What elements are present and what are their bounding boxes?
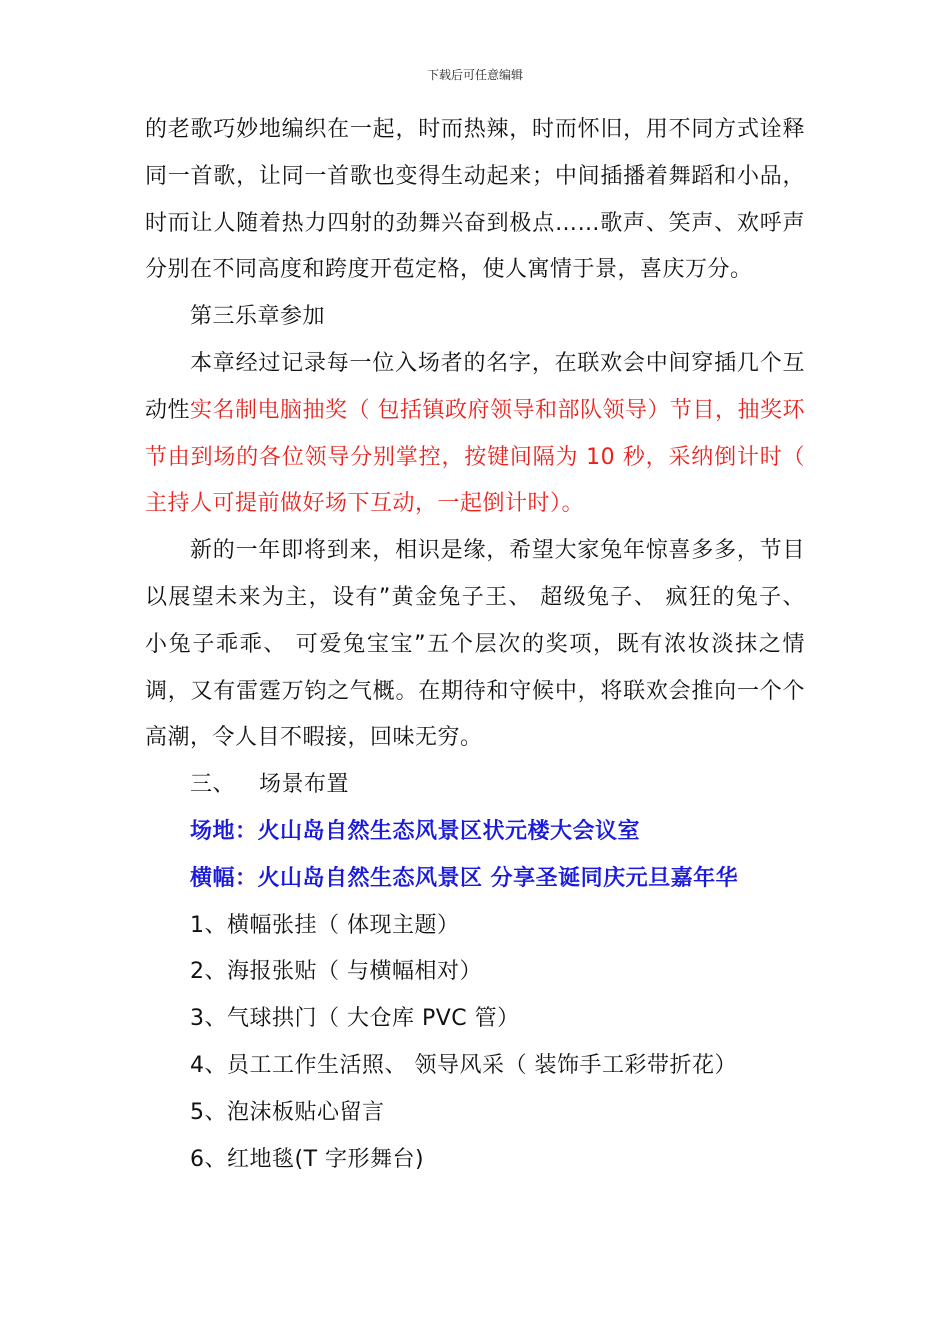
page-header: 下载后可任意编辑 bbox=[426, 68, 523, 82]
list-item: 6、红地毯(T 字形舞台) bbox=[190, 1146, 425, 1172]
lottery-text: 本章经过记录每一位入场者的名字，在联欢会中间穿插几个互动性 bbox=[145, 350, 805, 423]
section-title: 场景布置 bbox=[259, 772, 350, 798]
chapter-three-title: 第三乐章参加 bbox=[190, 304, 326, 330]
paragraph-songs: 的老歌巧妙地编织在一起，时而热辣，时而怀旧，用不同方式诠释同一首歌，让同一首歌也变得生动起来；中间插播着舞蹈和小品，时而让人随着热力四射的劲舞兴奋到极点……歌声、笑声、欢呼声分别在不同高度和跨度开苞定格，使人寓情于景，喜庆万分。 bbox=[145, 117, 805, 283]
list-item: 1、横幅张挂（ 体现主题） bbox=[190, 912, 460, 938]
section-number: 三、 bbox=[190, 772, 236, 798]
list-item: 2、海报张贴（ 与横幅相对） bbox=[190, 959, 482, 985]
venue-line: 场地：火山岛自然生态风景区状元楼大会议室 bbox=[190, 818, 641, 844]
section-three-heading bbox=[145, 762, 805, 809]
lottery-highlight-red: 实名制电脑抽奖（ 包括镇政府领导和部队领导）节目，抽奖环节由到场的各位领导分别掌控，按键间隔为 10 秒，采纳倒计时（ 主持人可提前做好场下互动，一起倒计时）。 bbox=[145, 397, 806, 517]
document-body bbox=[145, 107, 805, 1183]
banner-line: 横幅：火山岛自然生态风景区 分享圣诞同庆元旦嘉年华 bbox=[190, 865, 739, 891]
list-item: 5、泡沫板贴心留言 bbox=[190, 1099, 385, 1125]
paragraph-awards: 新的一年即将到来，相识是缘，希望大家兔年惊喜多多，节目以展望未来为主，设有”黄金兔子王、 超级兔子、 疯狂的兔子、 小兔子乖乖、 可爱兔宝宝”五个层次的奖项，既有浓妆淡抹之情调，又有雷霆万钧之气概。在期待和守候中，将联欢会推向一个个高潮，令人目不暇接，回味无穷。 bbox=[145, 538, 805, 751]
list-item: 4、员工工作生活照、 领导风采（ 装饰手工彩带折花） bbox=[190, 1052, 737, 1078]
list-item: 3、气球拱门（ 大仓库 PVC 管） bbox=[190, 1006, 520, 1032]
paragraph-lottery bbox=[145, 341, 805, 528]
